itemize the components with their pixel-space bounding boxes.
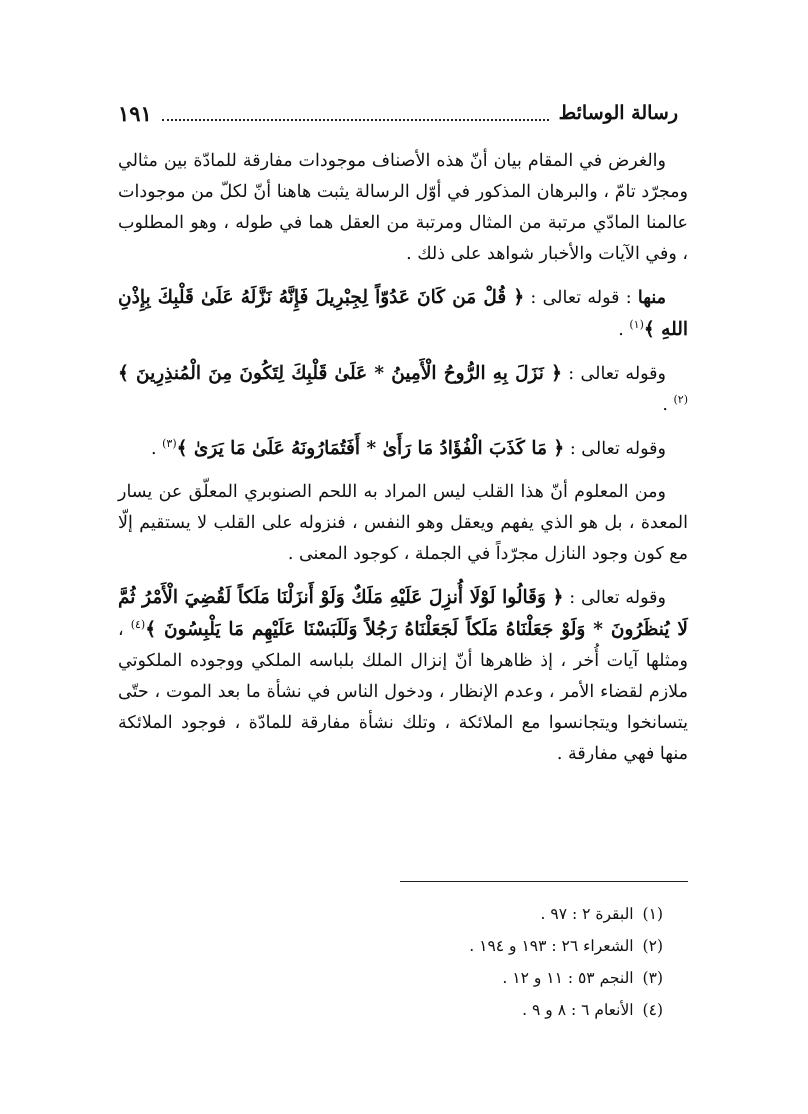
paragraph-4-end: . xyxy=(150,439,157,459)
paragraph-3-intro: وقوله تعالى : xyxy=(568,364,667,384)
footnote-number: (٣) xyxy=(642,969,663,987)
quran-verse-1: ﴿ قُلْ مَن كَانَ عَدُوّاً لِجِبْرِيلَ فَإِنَّهُ نَزَّلَهُ عَلَىٰ قَلْبِكَ بِإِذْنِ اللهِ ﴾ xyxy=(118,287,688,340)
footnote-item xyxy=(118,994,663,1026)
footnote-item xyxy=(118,898,663,930)
body-text xyxy=(118,146,688,782)
header-dot-leader xyxy=(162,105,549,121)
footnote-text: الأنعام ٦ : ٨ و ٩ . xyxy=(522,1001,634,1019)
footnote-ref-4: (٤) xyxy=(130,618,146,632)
footnote-number: (١) xyxy=(642,905,663,923)
paragraph-3-end: . xyxy=(662,395,668,415)
paragraph-4 xyxy=(118,433,688,465)
footnote-item xyxy=(118,962,663,994)
paragraph-2 xyxy=(118,282,688,346)
page-number: ١٩١ xyxy=(118,100,152,126)
paragraph-4-intro: وقوله تعالى : xyxy=(569,439,666,459)
footnote-ref-1: (١) xyxy=(629,318,644,332)
footnote-text: الشعراء ٢٦ : ١٩٣ و ١٩٤ . xyxy=(469,937,634,955)
paragraph-6 xyxy=(118,582,688,770)
footnote-ref-3: (٣) xyxy=(162,437,177,451)
running-header xyxy=(118,96,678,130)
footnotes-list xyxy=(118,898,663,1026)
quran-verse-4: ﴿ وَقَالُوا لَوْلَا أُنزِلَ عَلَيْهِ مَلَكٌ وَلَوْ أَنزَلْنَا مَلَكاً لَقُضِيَ الْأَمْرُ ثُمَّ لَا يُنظَرُونَ * وَلَوْ جَعَلْنَاهُ مَلَكاً لَجَعَلْنَاهُ رَجُلاً وَلَلَبَسْنَا عَلَيْهِم مَا يَلْبِسُونَ ﴾ xyxy=(118,587,688,640)
paragraph-2-intro: : قوله تعالى : xyxy=(530,288,632,308)
footnote-text: البقرة ٢ : ٩٧ . xyxy=(540,905,634,923)
paragraph-3 xyxy=(118,358,688,421)
header-title: رسالة الوسائط xyxy=(558,102,678,124)
footnote-text: النجم ٥٣ : ١١ و ١٢ . xyxy=(502,969,634,987)
footnote-ref-2: (٢) xyxy=(673,393,688,407)
footnote-separator xyxy=(400,881,688,882)
paragraph-2-end: . xyxy=(618,320,624,340)
footnote-number: (٤) xyxy=(642,1001,663,1019)
quran-verse-2: ﴿ نَزَلَ بِهِ الرُّوحُ الْأَمِينُ * عَلَىٰ قَلْبِكَ لِتَكُونَ مِنَ الْمُنذِرِينَ ﴾ xyxy=(118,363,562,384)
paragraph-1: والغرض في المقام بيان أنّ هذه الأصناف موجودات مفارقة للمادّة بين مثالي ومجرّد تامّ ، والبرهان المذكور في أوّل الرسالة يثبت هاهنا أنّ لكلّ من موجودات عالمنا المادّي مرتبة من المثال ومرتبة من العقل هما في طوله ، وهو المطلوب ، وفي الآيات والأخبار شواهد على ذلك . xyxy=(118,151,688,264)
paragraph-6-rest: ، ومثلها آيات أُخر ، إذ ظاهرها أنّ إنزال الملك بلباسه الملكي ووجوده الملكوتي ملازم لقضاء الأمر ، وعدم الإنظار ، ودخول الناس في نشأة ما بعد الموت ، حتّى يتسانخوا ويتجانسوا مع الملائكة ، وتلك نشأة مفارقة للمادّة ، فوجود الملائكة منها فهي مفارقة . xyxy=(118,620,688,764)
footnote-number: (٢) xyxy=(642,937,663,955)
paragraph-2-lead: منها xyxy=(637,288,666,308)
paragraph-5: ومن المعلوم أنّ هذا القلب ليس المراد به اللحم الصنوبري المعلّق عن يسار المعدة ، بل هو الذي يفهم ويعقل وهو النفس ، فنزوله على القلب لا يستقيم إلّا مع كون وجود النازل مجرّداً في الجملة ، كوجود المعنى . xyxy=(118,482,688,564)
footnote-item xyxy=(118,930,663,962)
quran-verse-3: ﴿ مَا كَذَبَ الْفُؤَادُ مَا رَأَىٰ * أَفَتُمَارُونَهُ عَلَىٰ مَا يَرَىٰ ﴾ xyxy=(176,438,565,459)
paragraph-6-intro: وقوله تعالى : xyxy=(569,588,666,608)
